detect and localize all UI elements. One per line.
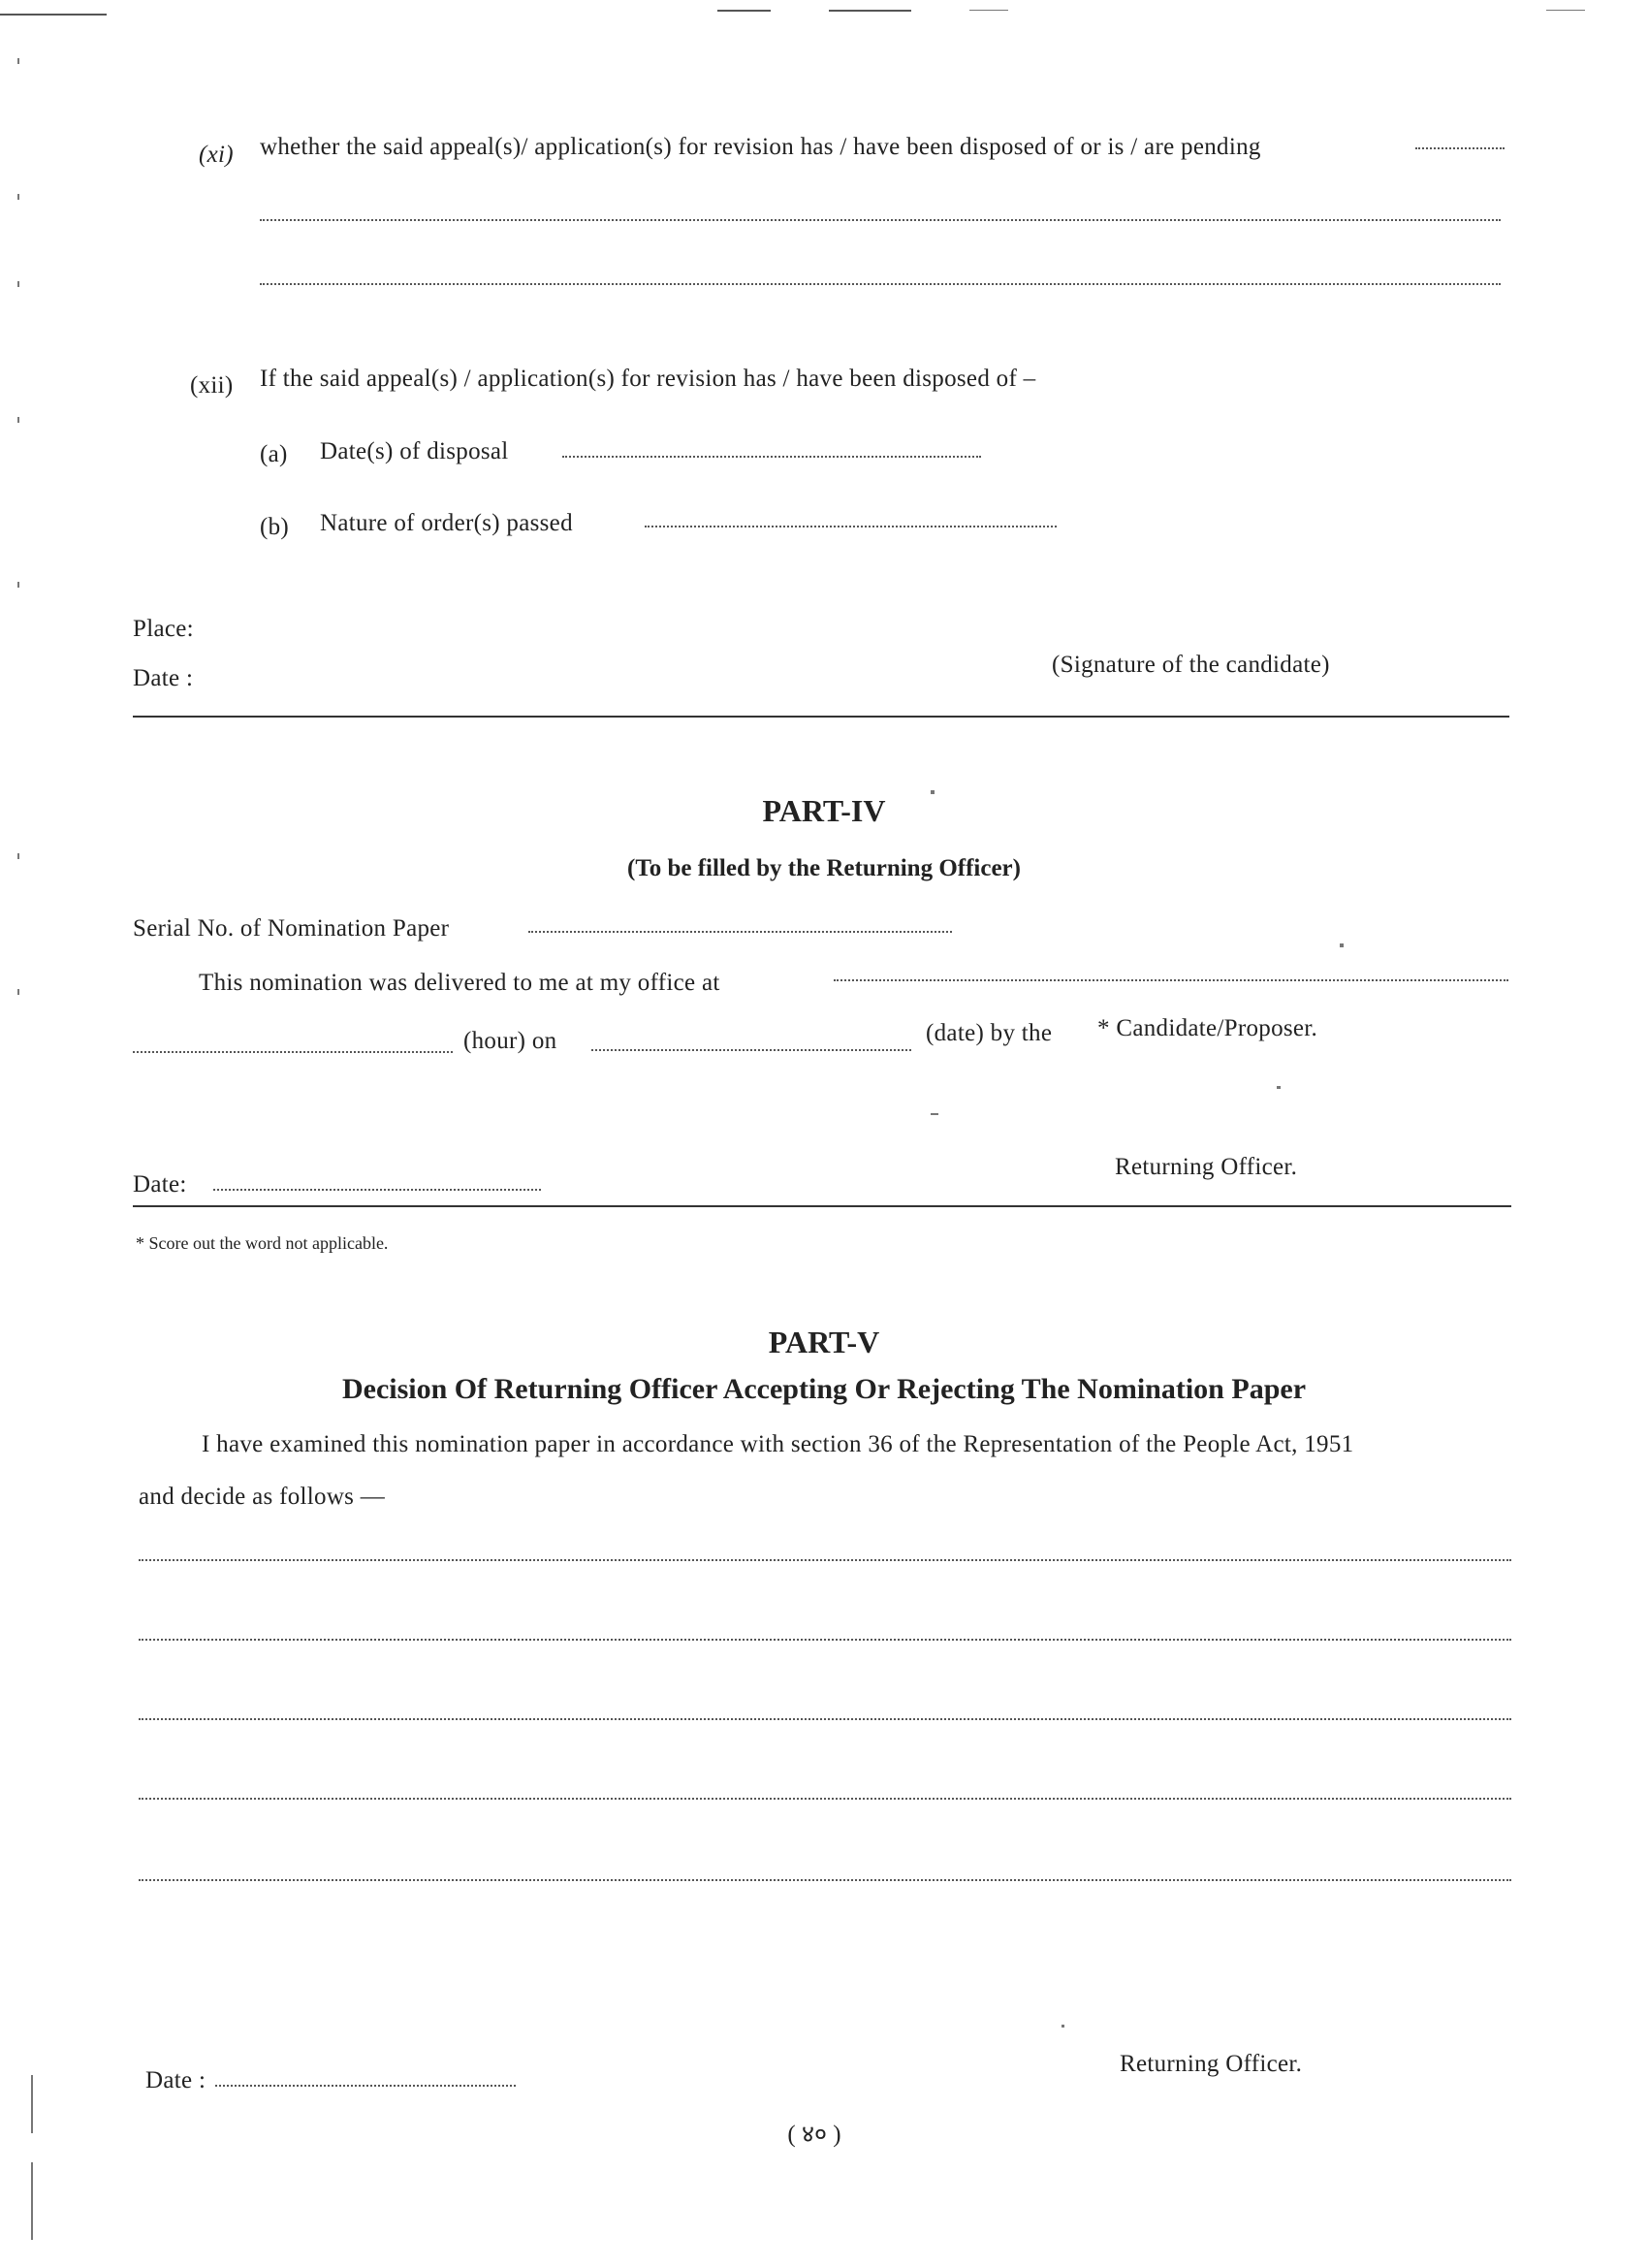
- top-edge-mark: [717, 10, 771, 12]
- item-xi-number: (xi): [199, 142, 234, 168]
- scan-speck: [931, 1113, 938, 1115]
- sub-b-label: (b): [260, 514, 290, 540]
- top-edge-mark: [1546, 10, 1585, 11]
- scan-speck: [17, 417, 19, 423]
- decision-fill-line: [139, 1718, 1511, 1720]
- decision-fill-line: [139, 1879, 1511, 1881]
- section-divider: [133, 1205, 1511, 1207]
- footnote: * Score out the word not applicable.: [136, 1233, 389, 1253]
- serial-fill-line: [528, 931, 952, 933]
- part5-body-line2: and decide as follows —: [139, 1484, 386, 1510]
- part4-title: PART-IV: [762, 793, 886, 828]
- item-xi-fill-line: [260, 219, 1501, 221]
- top-edge-mark: [969, 10, 1008, 11]
- place-label: Place:: [133, 616, 194, 642]
- top-edge-mark: [829, 10, 911, 12]
- part4-date-fill-line: [213, 1189, 541, 1191]
- scan-speck: [1340, 943, 1344, 947]
- serial-label: Serial No. of Nomination Paper: [133, 915, 450, 942]
- candidate-proposer-text: * Candidate/Proposer.: [1097, 1015, 1318, 1041]
- scan-speck: [17, 58, 19, 64]
- office-fill-line: [834, 979, 1508, 981]
- part5-title: PART-V: [768, 1325, 880, 1359]
- date-label-part4: Date:: [133, 1171, 187, 1198]
- decision-fill-line: [139, 1559, 1511, 1561]
- delivered-text: This nomination was delivered to me at my office at: [199, 970, 720, 996]
- item-xii-text: If the said appeal(s) / application(s) for revision has / have been disposed of –: [260, 366, 1036, 392]
- signature-label: (Signature of the candidate): [1052, 652, 1330, 678]
- scan-speck: [31, 2162, 33, 2240]
- returning-officer-part4: Returning Officer.: [1115, 1154, 1298, 1180]
- item-xi-fill-line: [1415, 147, 1505, 149]
- scan-speck: [1062, 2025, 1064, 2028]
- part5-heading: Decision Of Returning Officer Accepting Or Rejecting The Nomination Paper: [341, 1373, 1307, 1405]
- date-label-part5: Date :: [145, 2067, 206, 2093]
- returning-officer-part5: Returning Officer.: [1120, 2051, 1303, 2077]
- scan-speck: [1277, 1086, 1281, 1089]
- part5-date-fill-line: [215, 2085, 516, 2087]
- sub-a-label: (a): [260, 441, 288, 467]
- item-xi-fill-line: [260, 283, 1501, 285]
- scan-speck: [17, 194, 19, 200]
- scan-speck: [31, 2075, 33, 2133]
- scan-speck: [17, 281, 19, 287]
- scan-speck: [17, 853, 19, 859]
- decision-fill-line: [139, 1639, 1511, 1641]
- part4-subtitle: (To be filled by the Returning Officer): [627, 855, 1021, 881]
- hour-fill-line: [133, 1051, 453, 1053]
- section-divider: [133, 716, 1509, 718]
- hour-label: (hour) on: [463, 1028, 557, 1054]
- order-nature-fill-line: [645, 526, 1057, 527]
- page-number: ( ४० ): [787, 2122, 841, 2148]
- top-edge-mark: [0, 14, 107, 16]
- part5-body-line1: I have examined this nomination paper in accordance with section 36 of the Representation of the People Act, 1951: [202, 1431, 1354, 1457]
- date-on-fill-line: [591, 1049, 911, 1051]
- decision-fill-line: [139, 1798, 1511, 1800]
- scan-speck: [931, 790, 935, 794]
- date-label-part3: Date :: [133, 665, 194, 691]
- scan-speck: [17, 989, 19, 995]
- sub-a-text: Date(s) of disposal: [320, 438, 509, 464]
- disposal-date-fill-line: [562, 456, 981, 458]
- item-xii-number: (xii): [190, 372, 234, 399]
- item-xi-text: whether the said appeal(s)/ application(s) for revision has / have been disposed of or is / are pending: [260, 134, 1261, 160]
- date-by-label: (date) by the: [926, 1020, 1053, 1046]
- scan-speck: [17, 582, 19, 588]
- sub-b-text: Nature of order(s) passed: [320, 510, 573, 536]
